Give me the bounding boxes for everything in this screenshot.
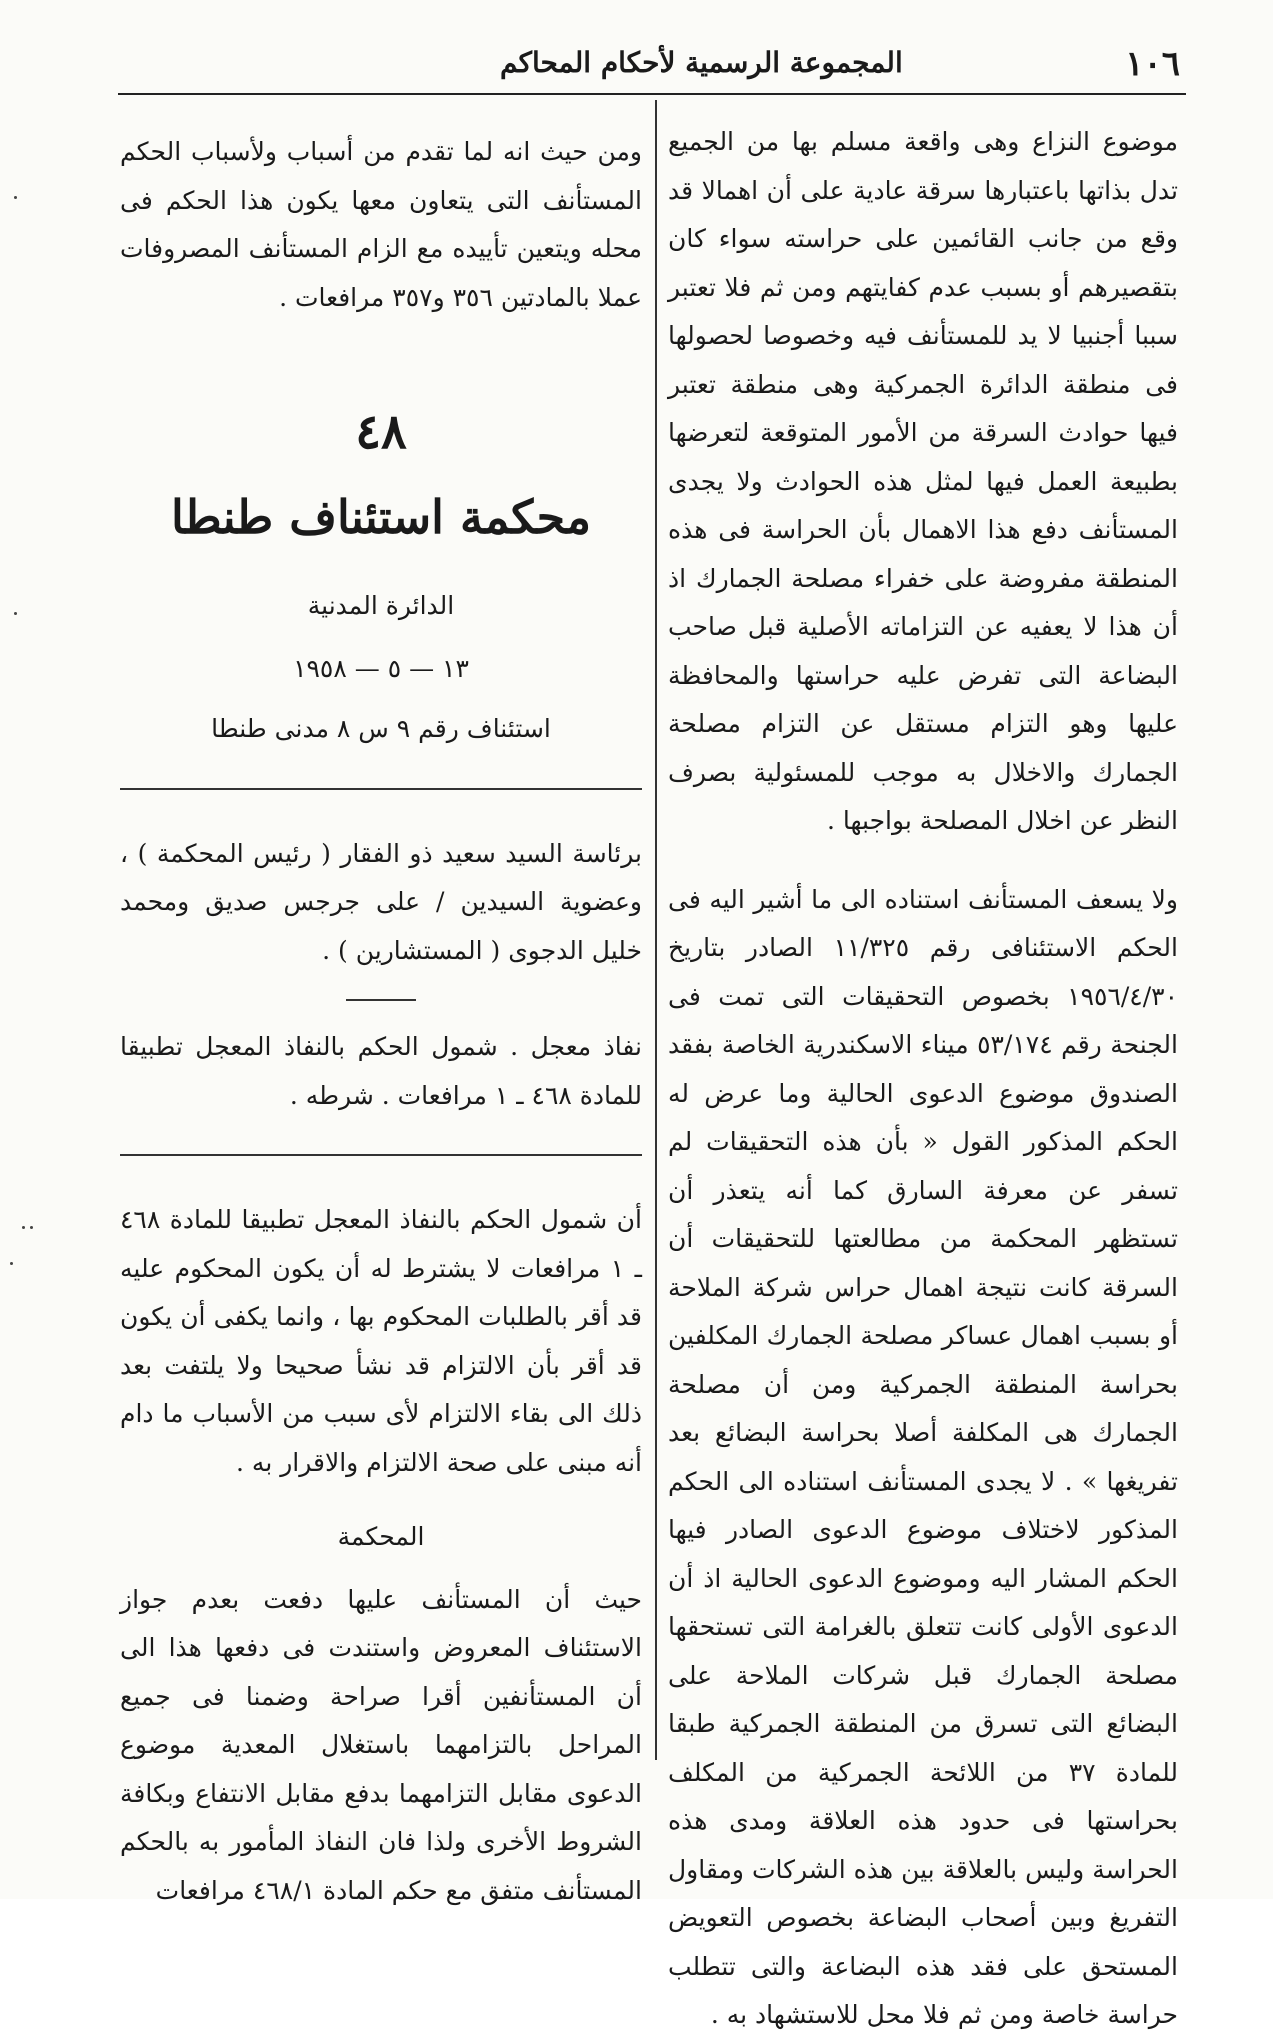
header-rule: [118, 93, 1186, 95]
scan-speck: [14, 196, 17, 199]
paragraph: موضوع النزاع وهى واقعة مسلم بها من الجميع تدل بذاتها باعتبارها سرقة عادية على أن اهمالا قد وقع من جانب القائمين على حراسته سواء كان بتقصيرهم أو بسبب عدم كفايتهم ومن ثم فلا تعتبر سببا أجنبيا لا يد للمستأنف فيه وخصوصا لحصولها فى منطقة الدائرة الجمركية وهى منطقة تعتبر فيها حوادث السرقة من الأمور المتوقعة لتعرضها بطبيعة العمل فيها لمثل هذه الحوادث ولا يجدى المستأنف دفع هذا الاهمال بأن الحراسة فى هذه المنطقة مفروضة على خفراء مصلحة الجمارك اذ أن هذا لا يعفيه عن التزاماته الأصلية قبل صاحب البضاعة التى تفرض عليه حراستها والمحافظة عليها وهو التزام مستقل عن التزام مصلحة الجمارك والاخلال به موجب للمسئولية بصرف النظر عن اخلال المصلحة بواجبها .: [668, 127, 1178, 835]
scan-speck: [14, 612, 17, 615]
section-divider: [120, 1154, 642, 1156]
circuit-name: الدائرة المدنية: [307, 591, 455, 620]
right-column: [668, 118, 1178, 2040]
short-divider: [346, 999, 416, 1001]
section-title: المحكمة: [337, 1522, 425, 1551]
legal-principle: أن شمول الحكم بالنفاذ المعجل تطبيقا للمادة ٤٦٨ ـ ١ مرافعات لا يشترط له أن يكون المحكوم عليه قد أقر بالطلبات المحكوم بها ، وانما يكفى أن يكون قد أقر بأن الالتزام قد نشأ صحيحا ولا يلتفت بعد ذلك الى بقاء الالتزام لأى سبب من الأسباب ما دام أنه مبنى على صحة الالتزام والاقرار به .: [120, 1205, 642, 1477]
appeal-reference: استئناف رقم ٩ س ٨ مدنى طنطا: [211, 714, 551, 743]
left-column: [120, 128, 642, 1915]
scan-speck: [30, 1226, 33, 1229]
scan-speck: [10, 1262, 13, 1265]
paragraph: ومن حيث انه لما تقدم من أسباب ولأسباب الحكم المستأنف التى يتعاون معها يكون هذا الحكم فى محله ويتعين تأييده مع الزام المستأنف المصروفات عملا بالمادتين ٣٥٦ و٣٥٧ مرافعات .: [120, 137, 642, 312]
section-divider: [120, 788, 642, 790]
paragraph: ولا يسعف المستأنف استناده الى ما أشير اليه فى الحكم الاستئنافى رقم ١١/٣٢٥ الصادر بتاريخ ١٩٥٦/٤/٣٠ بخصوص التحقيقات التى تمت فى الجنحة رقم ٥٣/١٧٤ ميناء الاسكندرية الخاصة بفقد الصندوق موضوع الدعوى الحالية وما عرض له الحكم المذكور القول « بأن هذه التحقيقات لم تسفر عن معرفة السارق كما أنه يتعذر أن تستظهر المحكمة من مطالعتها للتحقيقات أن السرقة كانت نتيجة اهمال حراس شركة الملاحة أو بسبب اهمال عساكر مصلحة الجمارك المكلفين بحراسة المنطقة الجمركية ومن أن مصلحة الجمارك هى المكلفة أصلا بحراسة البضائع بعد تفريغها » . لا يجدى المستأنف استناده الى الحكم المذكور لاختلاف موضوع الدعوى الصادر فيها الحكم المشار اليه وموضوع الدعوى الحالية اذ أن الدعوى الأولى كانت تتعلق بالغرامة التى تستحقها مصلحة الجمارك قبل شركات الملاحة على البضائع التى تسرق من المنطقة الجمركية طبقا للمادة ٣٧ من اللائحة الجمركية من المكلف بحراستها فى حدود هذه العلاقة ومدى هذه الحراسة وليس بالعلاقة بين هذه الشركات ومقاول التفريغ وبين أصحاب البضاعة بخصوص التعويض المستحق على فقد هذه البضاعة والتى تتطلب حراسة خاصة ومن ثم فلا محل للاستشهاد به .: [668, 884, 1178, 2029]
page-header: [120, 38, 1180, 90]
running-title: المجموعة الرسمية لأحكام المحاكم: [500, 46, 903, 79]
keywords: نفاذ معجل . شمول الحكم بالنفاذ المعجل تطبيقا للمادة ٤٦٨ ـ ١ مرافعات . شرطه .: [120, 1032, 642, 1110]
paragraph: حيث أن المستأنف عليها دفعت بعدم جواز الاستئناف المعروض واستندت فى دفعها هذا الى أن المستأنفين أقرا صراحة وضمنا فى جميع المراحل بالتزامهما باستغلال المعدية موضوع الدعوى مقابل التزامهما بدفع مقابل الانتفاع وبكافة الشروط الأخرى ولذا فان النفاذ المأمور به بالحكم المستأنف متفق مع حكم المادة ٤٦٨/١ مرافعات: [120, 1584, 642, 1905]
court-name: محكمة استئناف طنطا: [171, 490, 591, 544]
page-number: ١٠٦: [1125, 44, 1180, 84]
case-date: ١٣ — ٥ — ١٩٥٨: [293, 653, 469, 683]
column-divider: [655, 100, 657, 1760]
scan-speck: [22, 1226, 25, 1229]
panel-composition: برئاسة السيد سعيد ذو الفقار ( رئيس المحكمة ) ، وعضوية السيدين / على جرجس صديق ومحمد خليل الدجوى ( المستشارين ) .: [120, 838, 642, 965]
case-number: ٤٨: [355, 404, 407, 460]
